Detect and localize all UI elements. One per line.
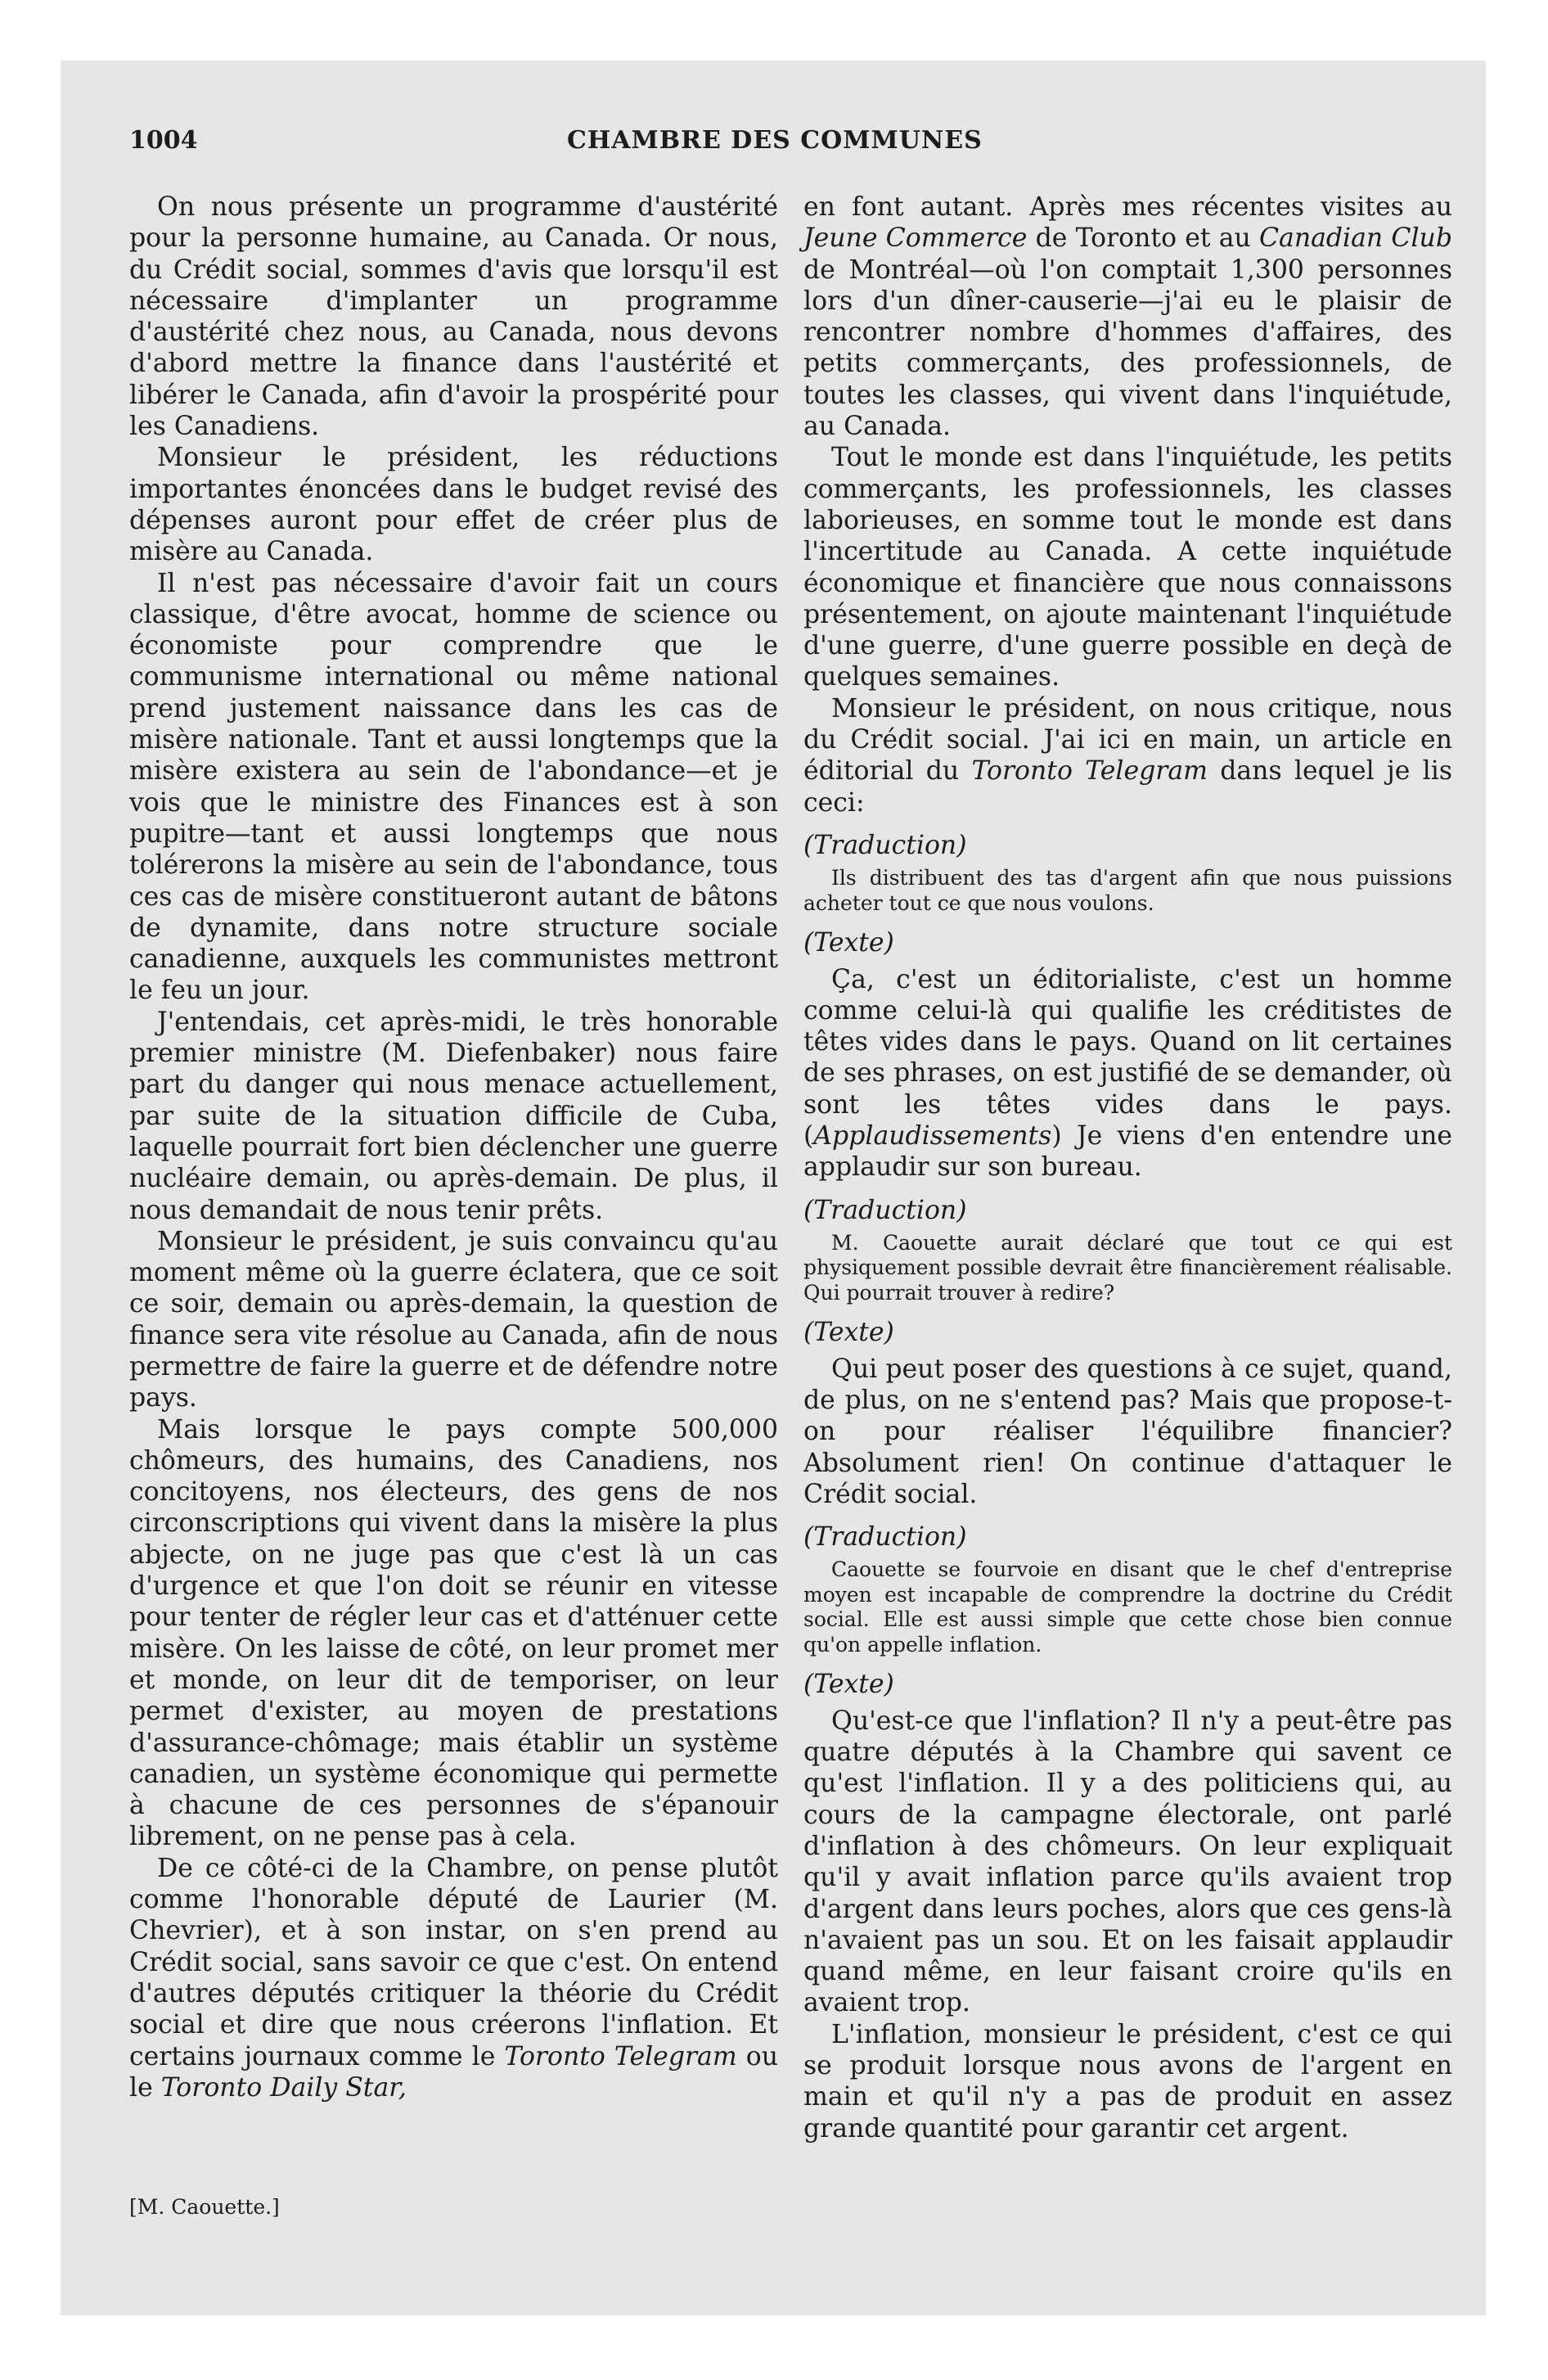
page-header [129, 126, 1479, 159]
applause-note: Applaudissements [813, 1121, 1052, 1152]
paragraph: L'inflation, monsieur le président, c'est ce qui se produit lorsque nous avons de l'argent en main et qu'il n'y a pas de produit en assez grande quantité pour garantir cet argent. [803, 2019, 1452, 2143]
running-title: CHAMBRE DES COMMUNES [567, 126, 983, 155]
text-label: (Texte) [803, 1670, 894, 1700]
newspaper-title: Toronto Telegram [504, 2041, 737, 2071]
organization-name: Canadian Club [1258, 223, 1452, 254]
paragraph: Qui peut poser des questions à ce sujet, quand, de plus, on ne s'entend pas? Mais que propose-t-on pour réaliser l'équilibre financier? Absolument rien! On continue d'attaquer le Crédit social. [803, 1354, 1452, 1509]
speaker-signature: [M. Caouette.] [129, 2195, 280, 2219]
paragraph [803, 693, 1452, 818]
text-run: de Toronto et au [1027, 223, 1259, 254]
left-column [129, 192, 778, 2103]
translation-label: (Traduction) [803, 1522, 967, 1553]
text-label: (Texte) [803, 1318, 894, 1348]
quoted-translation: M. Caouette aurait déclaré que tout ce qui est physiquement possible devrait être financièrement réalisable. Qui pourrait trouver à redire? [803, 1230, 1452, 1305]
newspaper-title: Toronto Daily Star, [160, 2072, 407, 2103]
text-label: (Texte) [803, 928, 894, 958]
quoted-translation: Ils distribuent des tas d'argent afin que nous puissions acheter tout ce que nous voulons. [803, 866, 1452, 915]
paragraph: Mais lorsque le pays compte 500,000 chômeurs, des humains, des Canadiens, nos concitoyens, nos électeurs, des gens de nos circonscriptions qui vivent dans la misère la plus abjecte, on ne juge pas que c'est là un cas d'urgence et que l'on doit se réunir en vitesse pour tenter de régler leur cas et d'atténuer cette misère. On les laisse de côté, on leur promet mer et monde, on leur dit de temporiser, on leur permet d'exister, au moyen de prestations d'assurance-chômage; mais établir un système canadien, un système économique qui permette à chacune de ces personnes de s'épanouir librement, on ne pense pas à cela. [129, 1414, 778, 1852]
text-run: ou le [129, 2041, 778, 2103]
page-number: 1004 [129, 126, 198, 155]
paragraph: Tout le monde est dans l'inquiétude, les petits commerçants, les professionnels, les classes laborieuses, en somme tout le monde est dans l'incertitude au Canada. A cette inquiétude économique et financière que nous connaissons présentement, on ajoute maintenant l'inquiétude d'une guerre, d'une guerre possible en deçà de quelques semaines. [803, 443, 1452, 692]
quoted-translation: Caouette se fourvoie en disant que le chef d'entreprise moyen est incapable de comprendre la doctrine du Crédit social. Elle est aussi simple que cette chose bien connue qu'on appelle inflation. [803, 1557, 1452, 1657]
text-run: De ce côté-ci de la Chambre, on pense plutôt comme l'honorable député de Laurier (M. Chevrier), et à son instar, on s'en prend au Crédit social, sans savoir ce que c'est. On entend d'autres députés critiquer la théorie du Crédit social et dire que nous créerons l'inflation. Et certains journaux comme le [129, 1853, 778, 2071]
organization-name: Jeune Commerce [803, 223, 1028, 254]
paragraph: J'entendais, cet après-midi, le très honorable premier ministre (M. Diefenbaker) nous faire part du danger qui nous menace actuellement, par suite de la situation difficile de Cuba, laquelle pourrait fort bien déclencher une guerre nucléaire demain, ou après-demain. De plus, il nous demandait de nous tenir prêts. [129, 1007, 778, 1225]
paragraph: Qu'est-ce que l'inflation? Il n'y a peut-être pas quatre députés à la Chambre qui savent ce qu'est l'inflation. Il y a des politiciens qui, au cours de la campagne électorale, ont parlé d'inflation à des chômeurs. On leur expliquait qu'il y avait inflation parce qu'ils avaient trop d'argent dans leurs poches, alors que ces gens-là n'avaient pas un sou. Et on les faisait applaudir quand même, en leur faisant croire qu'ils en avaient trop. [803, 1706, 1452, 2018]
paragraph: Il n'est pas nécessaire d'avoir fait un cours classique, d'être avocat, homme de science ou économiste pour comprendre que le communisme international ou même national prend justement naissance dans les cas de misère nationale. Tant et aussi longtemps que la misère existera au sein de l'abondance—et je vois que le ministre des Finances est à son pupitre—tant et aussi longtemps que nous tolérerons la misère au sein de l'abondance, tous ces cas de misère constitueront autant de bâtons de dynamite, dans notre structure sociale canadienne, auxquels les communistes mettront le feu un jour. [129, 568, 778, 1006]
translation-label: (Traduction) [803, 830, 967, 860]
translation-label: (Traduction) [803, 1195, 967, 1225]
paragraph [803, 192, 1452, 442]
text-run: Ça, c'est un éditorialiste, c'est un homme comme celui-là qui qualifie les créditistes de têtes vides dans le pays. Quand on lit certaines de ses phrases, on est justifié de se demander, où sont les têtes vides dans le pays. ( [803, 964, 1452, 1152]
text-run: en font autant. Après mes récentes visites au [803, 192, 1452, 222]
right-column [803, 192, 1452, 2144]
text-run: dans lequel je lis ceci: [803, 756, 1452, 818]
text-run: de Montréal—où l'on comptait 1,300 personnes lors d'un dîner-causerie—j'ai eu le plaisir de rencontrer nombre d'hommes d'affaires, des petits commerçants, des professionnels, de toutes les classes, qui vivent dans l'inquiétude, au Canada. [803, 255, 1452, 442]
paragraph: On nous présente un programme d'austérité pour la personne humaine, au Canada. Or nous, du Crédit social, sommes d'avis que lorsqu'il est nécessaire d'implanter un programme d'austérité chez nous, au Canada, nous devons d'abord mettre la finance dans l'austérité et libérer le Canada, afin d'avoir la prospérité pour les Canadiens. [129, 192, 778, 442]
text-run: Monsieur le président, on nous critique, nous du Crédit social. J'ai ici en main, un article en éditorial du [803, 693, 1452, 787]
paragraph: Monsieur le président, les réductions importantes énoncées dans le budget revisé des dépenses auront pour effet de créer plus de misère au Canada. [129, 443, 778, 567]
paragraph [129, 1853, 778, 2103]
newspaper-title: Toronto Telegram [971, 756, 1208, 787]
paragraph: Monsieur le président, je suis convaincu qu'au moment même où la guerre éclatera, que ce soit ce soir, demain ou après-demain, la question de finance sera vite résolue au Canada, afin de nous permettre de faire la guerre et de défendre notre pays. [129, 1226, 778, 1413]
text-run: ) Je viens d'en entendre une applaudir sur son bureau. [803, 1121, 1452, 1183]
paragraph [803, 964, 1452, 1183]
